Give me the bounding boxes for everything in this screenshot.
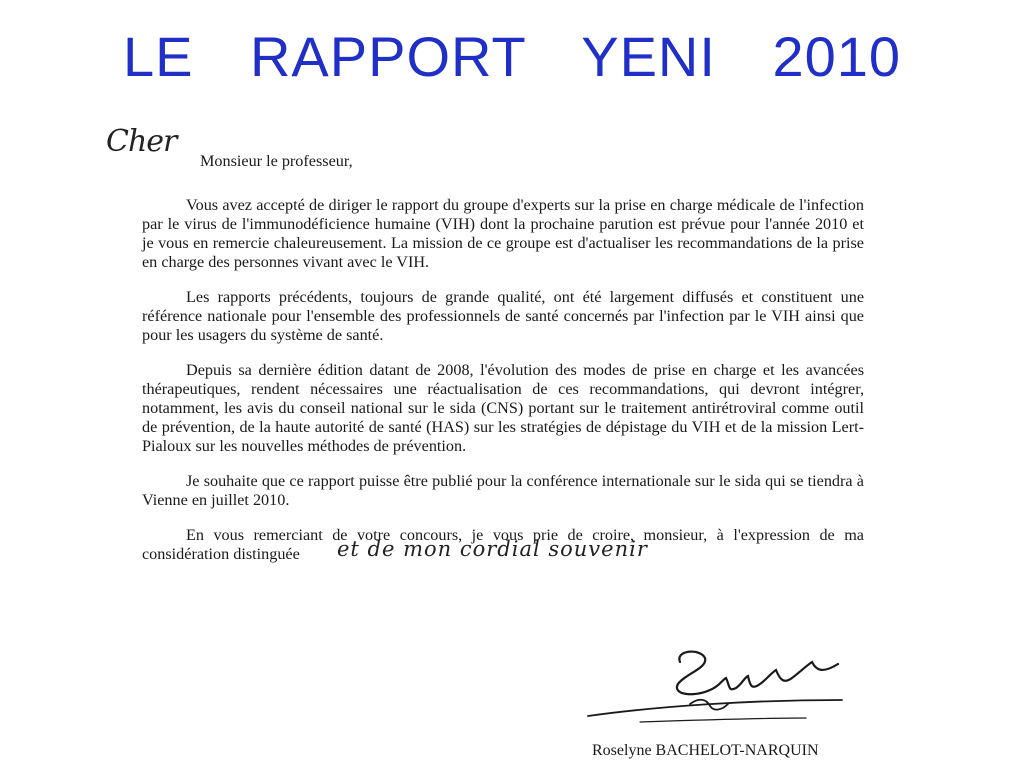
slide-title: LE RAPPORT YENI 2010 xyxy=(122,25,902,88)
letter-body xyxy=(106,124,864,564)
closing-row xyxy=(142,526,864,564)
paragraph-3: Depuis sa dernière édition datant de 2008, l'évolution des modes de prise en charge et les avancées thérapeutiques, rendent nécessaires une réactualisation de ces recommandations, qui devront intégrer, notamment, les avis du conseil national sur le sida (CNS) portant sur le traitement antirétroviral comme outil de prévention, de la haute autorité de santé (HAS) sur les stratégies de dépistage du VIH et de la mission Lert-Pialoux sur les nouvelles méthodes de prévention. xyxy=(142,361,864,455)
paragraph-1: Vous avez accepté de diriger le rapport du groupe d'experts sur la prise en charge médicale de l'infection par le virus de l'immunodéficience humaine (VIH) dont la prochaine parution est prévue pour l'année 2010 et je vous en remercie chaleureusement. La mission de ce groupe est d'actualiser les recommandations de la prise en charge des personnes vivant avec le VIH. xyxy=(142,196,864,271)
closing-paragraph: En vous remerciant de votre concours, je vous prie de croire, monsieur, à l'expression de ma considération distinguée xyxy=(142,526,864,563)
salutation: Monsieur le professeur, xyxy=(200,152,353,170)
handwritten-greeting: Cher xyxy=(106,124,177,159)
signatory-name: Roselyne BACHELOT-NARQUIN xyxy=(592,742,819,759)
paragraph-4: Je souhaite que ce rapport puisse être publié pour la conférence internationale sur le sida qui se tiendra à Vienne en juillet 2010. xyxy=(142,472,864,509)
handwritten-signature xyxy=(580,640,850,730)
paragraph-2: Les rapports précédents, toujours de grande qualité, ont été largement diffusés et constituent une référence nationale pour l'ensemble des professionnels de santé concernés par l'infection par le VIH ainsi que pour les usagers du système de santé. xyxy=(142,288,864,344)
handwritten-addition: et de mon cordial souvenir xyxy=(337,537,648,561)
salutation-row xyxy=(106,124,864,180)
